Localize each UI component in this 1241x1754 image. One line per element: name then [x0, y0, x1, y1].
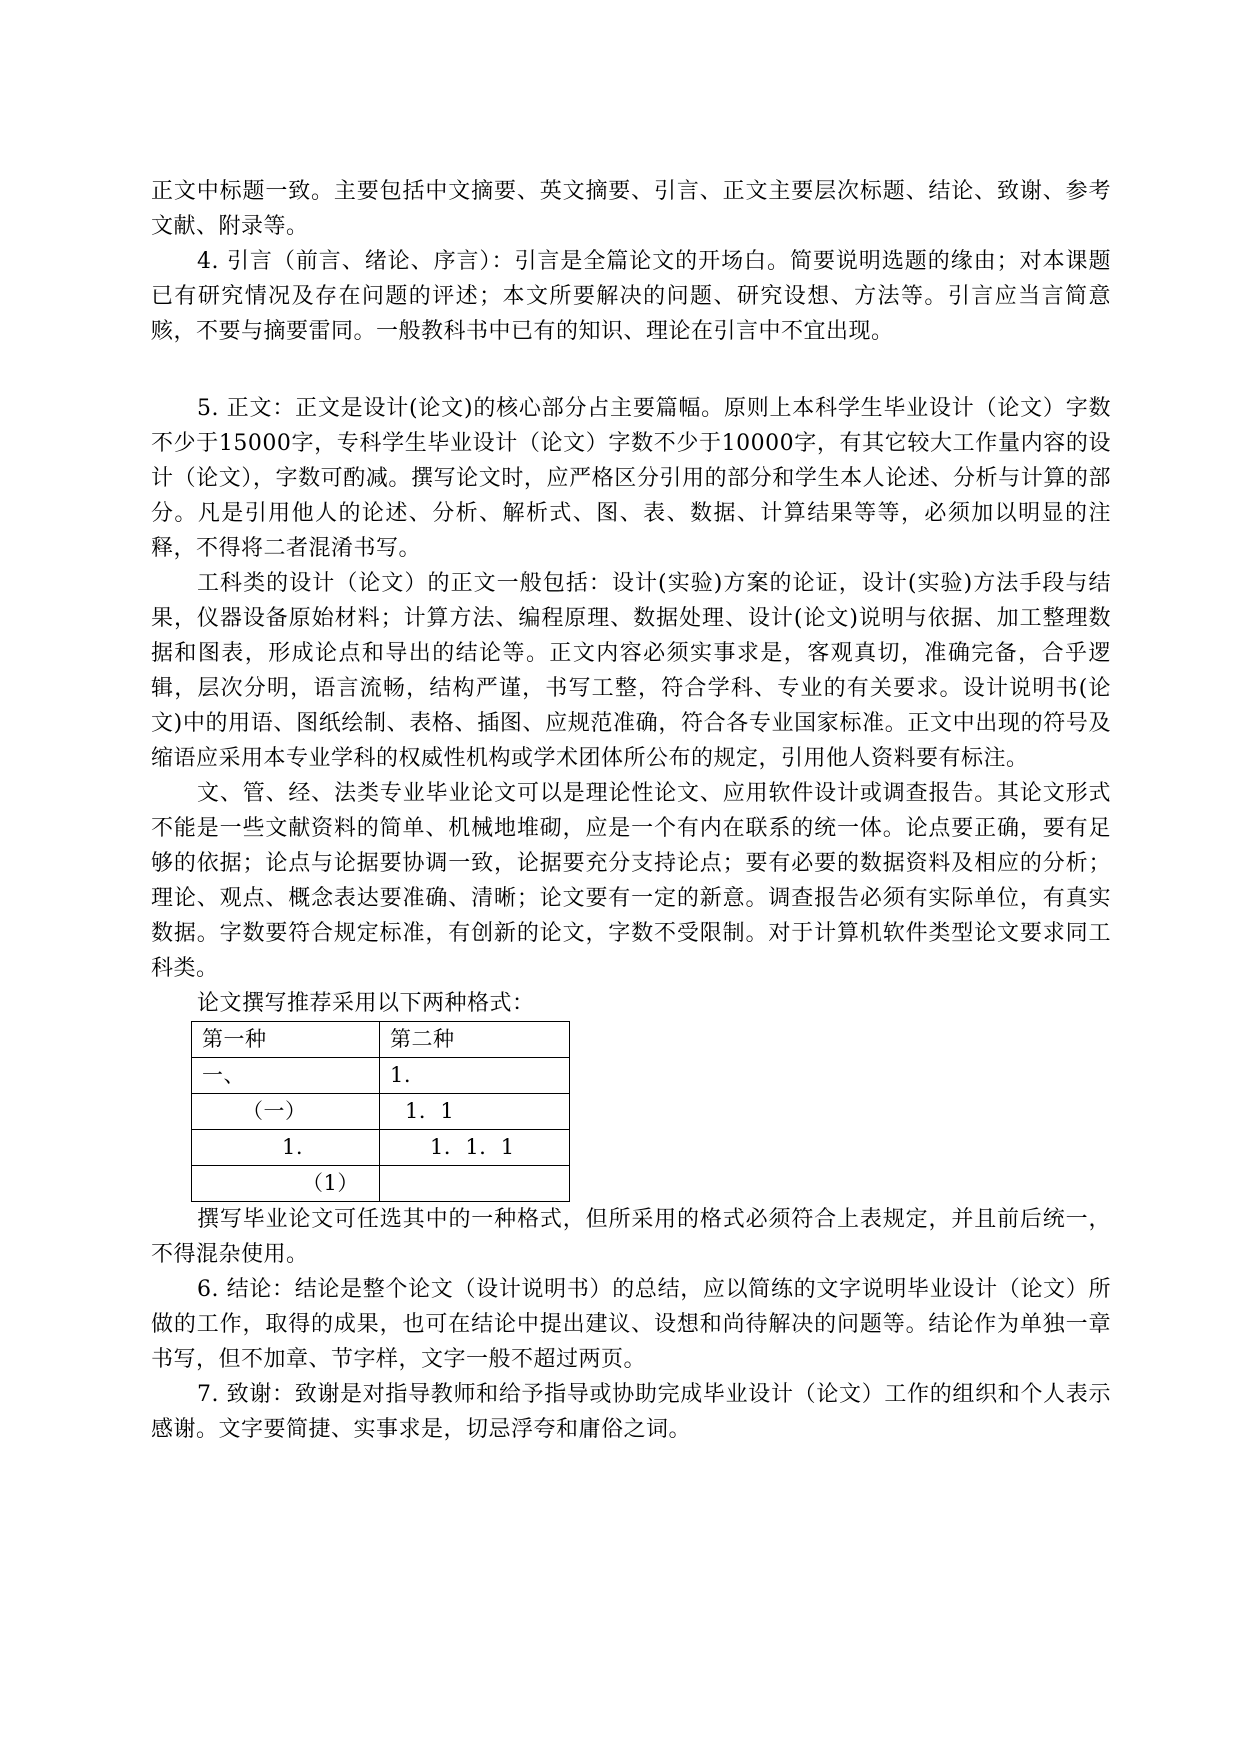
paragraph-introduction: 4. 引言（前言、绪论、序言）：引言是全篇论文的开场白。简要说明选题的缘由；对本课题已有研究情况及存在问题的评述；本文所要解决的问题、研究设想、方法等。引言应当言简意赅，不要与摘要雷同。一般教科书中已有的知识、理论在引言中不宜出现。: [151, 249, 1111, 344]
table-header-format-two: 第二种: [380, 1022, 570, 1058]
table-row: [192, 1094, 570, 1130]
heading-format-table: [191, 1021, 570, 1202]
table-header-format-one: 第一种: [192, 1022, 380, 1058]
table-cell: 1.: [380, 1058, 570, 1094]
table-cell: [380, 1166, 570, 1202]
table-cell: 1.: [192, 1130, 380, 1166]
table-cell: 1．1: [380, 1094, 570, 1130]
document-page: [151, 174, 1111, 1447]
paragraph-conclusion: 6. 结论：结论是整个论文（设计说明书）的总结，应以简练的文字说明毕业设计（论文）所做的工作，取得的成果，也可在结论中提出建议、设想和尚待解决的问题等。结论作为单独一章书写，但不加章、节字样，文字一般不超过两页。: [151, 1277, 1111, 1372]
table-row: [192, 1058, 570, 1094]
paragraph-engineering-body: 工科类的设计（论文）的正文一般包括：设计(实验)方案的论证，设计(实验)方法手段与结果，仪器设备原始材料；计算方法、编程原理、数据处理、设计(论文)说明与依据、加工整理数据和图表，形成论点和导出的结论等。正文内容必须实事求是，客观真切，准确完备，合乎逻辑，层次分明，语言流畅，结构严谨，书写工整，符合学科、专业的有关要求。设计说明书(论文)中的用语、图纸绘制、表格、插图、应规范准确，符合各专业国家标准。正文中出现的符号及缩语应采用本专业学科的权威性机构或学术团体所公布的规定，引用他人资料要有标注。: [151, 571, 1111, 771]
table-cell: 一、: [192, 1058, 380, 1094]
table-cell: 1．1．1: [380, 1130, 570, 1166]
paragraph-format-note: 撰写毕业论文可任选其中的一种格式，但所采用的格式必须符合上表规定，并且前后统一，不得混杂使用。: [151, 1207, 1111, 1267]
table-row: [192, 1130, 570, 1166]
table-header-row: [192, 1022, 570, 1058]
table-cell: （1）: [192, 1166, 380, 1202]
paragraph-liberal-arts-body: 文、管、经、法类专业毕业论文可以是理论性论文、应用软件设计或调查报告。其论文形式不能是一些文献资料的简单、机械地堆砌，应是一个有内在联系的统一体。论点要正确，要有足够的依据；论点与论据要协调一致，论据要充分支持论点；要有必要的数据资料及相应的分析；理论、观点、概念表达要准确、清晰；论文要有一定的新意。调查报告必须有实际单位，有真实数据。字数要符合规定标准，有创新的论文，字数不受限制。对于计算机软件类型论文要求同工科类。: [151, 781, 1111, 981]
paragraph-main-body: 5. 正文：正文是设计(论文)的核心部分占主要篇幅。原则上本科学生毕业设计（论文）字数不少于15000字，专科学生毕业设计（论文）字数不少于10000字，有其它较大工作量内容的设计（论文），字数可酌减。撰写论文时，应严格区分引用的部分和学生本人论述、分析与计算的部分。凡是引用他人的论述、分析、解析式、图、表、数据、计算结果等等，必须加以明显的注释，不得将二者混淆书写。: [151, 396, 1111, 561]
table-caption: 论文撰写推荐采用以下两种格式：: [197, 991, 535, 1016]
table-cell: （一）: [192, 1094, 380, 1130]
table-row: [192, 1166, 570, 1202]
paragraph-toc-continuation: 正文中标题一致。主要包括中文摘要、英文摘要、引言、正文主要层次标题、结论、致谢、参考文献、附录等。: [151, 179, 1111, 239]
paragraph-gap: [151, 349, 1111, 391]
paragraph-acknowledgement: 7. 致谢：致谢是对指导教师和给予指导或协助完成毕业设计（论文）工作的组织和个人表示感谢。文字要简捷、实事求是，切忌浮夸和庸俗之词。: [151, 1382, 1111, 1442]
